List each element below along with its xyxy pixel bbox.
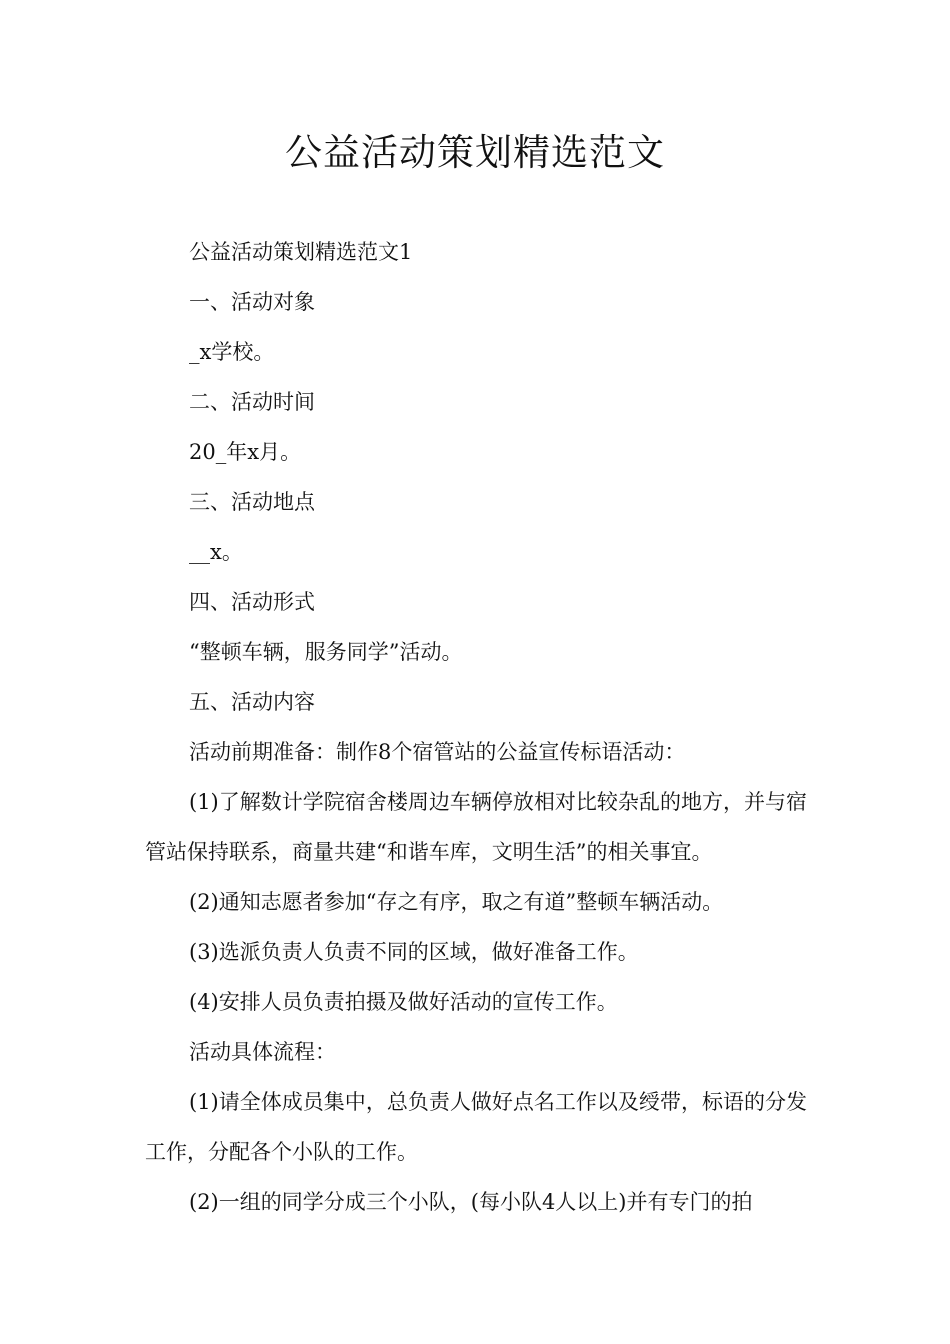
paragraph: 活动具体流程： (189, 1040, 336, 1064)
paragraph: (1)请全体成员集中，总负责人做好点名工作以及绶带，标语的分发工作，分配各个小队的工作。 (145, 1090, 807, 1164)
paragraph: (2)一组的同学分成三个小队，(每小队4人以上)并有专门的拍 (189, 1190, 753, 1214)
paragraph: (2)通知志愿者参加“存之有序，取之有道”整顿车辆活动。 (189, 890, 724, 914)
section-heading: 一、活动对象 (189, 290, 315, 314)
paragraph: (3)选派负责人负责不同的区域，做好准备工作。 (189, 940, 639, 964)
section-heading: 四、活动形式 (189, 590, 315, 614)
paragraph: 公益活动策划精选范文1 (189, 240, 413, 264)
paragraph: __x。 (189, 540, 243, 564)
section-heading: 三、活动地点 (189, 490, 315, 514)
paragraph: 活动前期准备：制作8个宿管站的公益宣传标语活动： (189, 740, 686, 764)
document-body (145, 227, 807, 1227)
section-heading: 二、活动时间 (189, 390, 315, 414)
paragraph: (1)了解数计学院宿舍楼周边车辆停放相对比较杂乱的地方，并与宿管站保持联系，商量共建“和谐车库，文明生活”的相关事宜。 (145, 790, 807, 864)
paragraph: _x学校。 (189, 340, 275, 364)
section-heading: 五、活动内容 (189, 690, 315, 714)
document-title: 公益活动策划精选范文 (285, 131, 665, 174)
paragraph: (4)安排人员负责拍摄及做好活动的宣传工作。 (189, 990, 618, 1014)
paragraph: 20_年x月。 (189, 440, 302, 464)
paragraph: “整顿车辆，服务同学”活动。 (189, 640, 463, 664)
